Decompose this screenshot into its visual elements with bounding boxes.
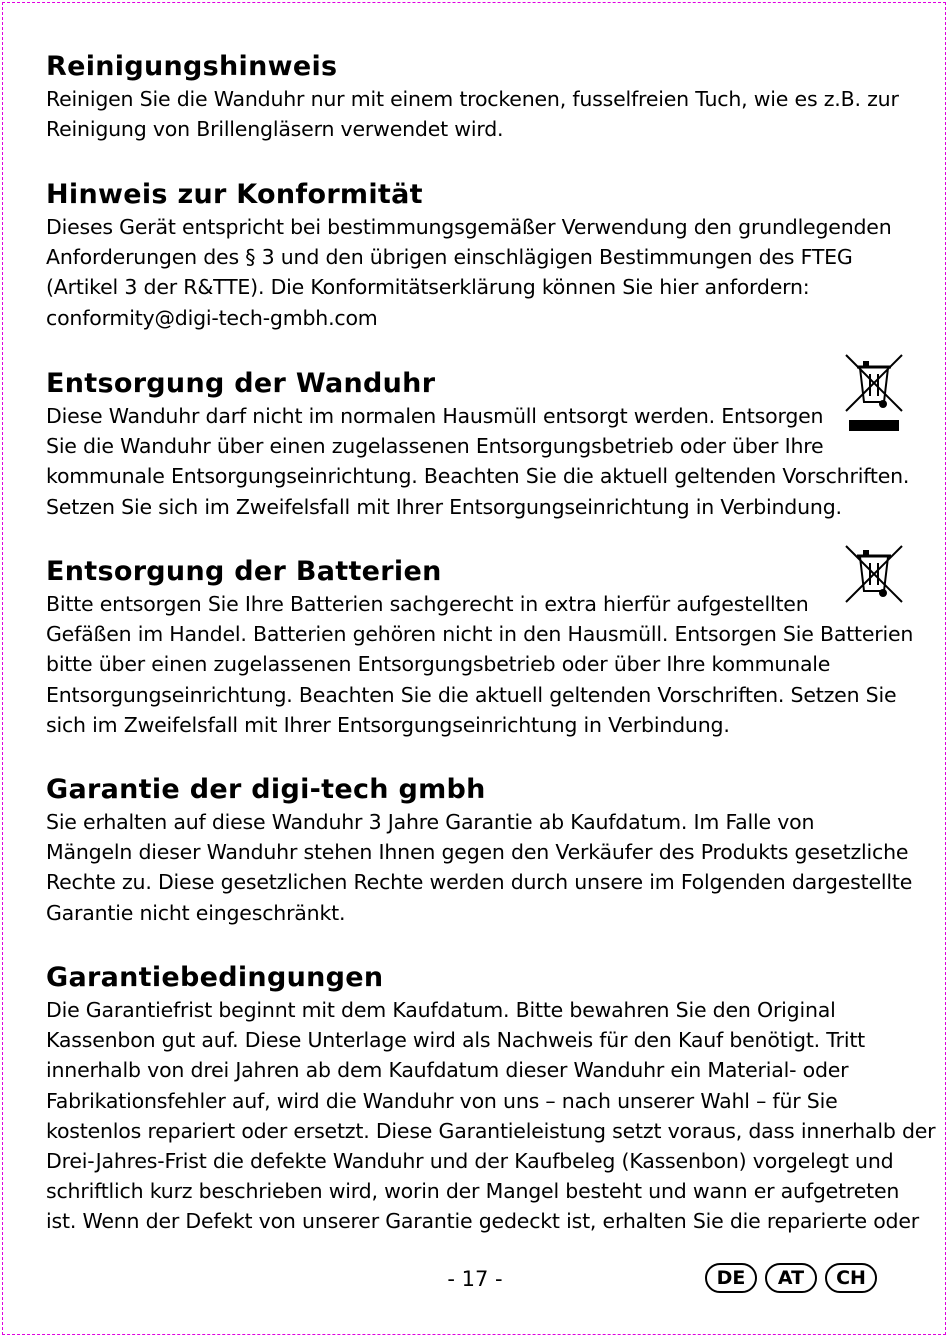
text-line: sich im Zweifelsfall mit Ihrer Entsorgungseinrichtung in Verbindung. bbox=[46, 712, 730, 737]
text-line: Die Garantiefrist beginnt mit dem Kaufdatum. Bitte bewahren Sie den Original bbox=[46, 998, 836, 1022]
text-line: Mängeln dieser Wanduhr stehen Ihnen gegen den Verkäufer des Produkts gesetzliche bbox=[46, 840, 909, 865]
section-warranty bbox=[46, 773, 913, 928]
page-number: - 17 - bbox=[447, 1267, 503, 1291]
section-cleaning bbox=[46, 50, 906, 144]
text-line: conformity@digi-tech-gmbh.com bbox=[46, 305, 378, 330]
section-disposal-batteries bbox=[46, 555, 914, 740]
text-line: Drei-Jahres-Frist die defekte Wanduhr und der Kaufbeleg (Kassenbon) vorgelegt und bbox=[46, 1149, 894, 1174]
text-line: Rechte zu. Diese gesetzlichen Rechte werden durch unsere im Folgenden dargestellte bbox=[46, 870, 913, 895]
heading-disposal-batteries: Entsorgung der Batterien bbox=[46, 556, 442, 587]
heading-warranty-conditions: Garantiebedingungen bbox=[46, 962, 384, 993]
text-line: Reinigung von Brillengläsern verwendet wird. bbox=[46, 117, 504, 142]
text-line: Garantie nicht eingeschränkt. bbox=[46, 900, 346, 925]
section-warranty-conditions bbox=[46, 961, 936, 1237]
text-line: Reinigen Sie die Wanduhr nur mit einem trockenen, fusselfreien Tuch, wie es z.B. zur bbox=[46, 87, 899, 111]
heading-disposal-clock: Entsorgung der Wanduhr bbox=[46, 368, 436, 399]
text-line: kommunale Entsorgungseinrichtung. Beachten Sie die aktuell geltenden Vorschriften. bbox=[46, 464, 910, 489]
text-line: bitte über einen zugelassenen Entsorgungsbetrieb oder über Ihre kommunale bbox=[46, 652, 831, 677]
text-line: Setzen Sie sich im Zweifelsfall mit Ihrer Entsorgungseinrichtung in Verbindung. bbox=[46, 494, 842, 519]
text-line: Diese Wanduhr darf nicht im normalen Hausmüll entsorgt werden. Entsorgen bbox=[46, 404, 824, 428]
heading-conformity: Hinweis zur Konformität bbox=[46, 179, 423, 210]
text-line: innerhalb von drei Jahren ab dem Kaufdatum dieser Wanduhr ein Material- oder bbox=[46, 1058, 849, 1083]
text-line: kostenlos repariert oder ersetzt. Diese Garantieleistung setzt voraus, dass innerhalb der bbox=[46, 1118, 936, 1143]
heading-cleaning: Reinigungshinweis bbox=[46, 51, 338, 82]
text-line: Sie die Wanduhr über einen zugelassenen Entsorgungsbetrieb oder über Ihre bbox=[46, 434, 824, 459]
text-line: Anforderungen des § 3 und den übrigen einschlägigen Bestimmungen des FTEG bbox=[46, 245, 853, 270]
text-line: schriftlich kurz beschrieben wird, worin der Mangel besteht und wann er aufgetreten bbox=[46, 1179, 900, 1204]
country-badges bbox=[705, 1263, 877, 1293]
section-conformity bbox=[46, 178, 906, 333]
text-line: ist. Wenn der Defekt von unserer Garantie gedeckt ist, erhalten Sie die reparierte oder bbox=[46, 1209, 919, 1234]
section-disposal-clock bbox=[46, 367, 910, 522]
country-badge-ch: CH bbox=[825, 1263, 877, 1293]
crossed-out-wheelie-bin-icon bbox=[843, 352, 905, 434]
country-badge-de: DE bbox=[705, 1263, 757, 1293]
text-line: Dieses Gerät entspricht bei bestimmungsgemäßer Verwendung den grundlegenden bbox=[46, 215, 892, 239]
text-line: Entsorgungseinrichtung. Beachten Sie die aktuell geltenden Vorschriften. Setzen Sie bbox=[46, 682, 897, 707]
text-line: Kassenbon gut auf. Diese Unterlage wird als Nachweis für den Kauf benötigt. Tritt bbox=[46, 1028, 866, 1053]
text-line: Gefäßen im Handel. Batterien gehören nicht in den Hausmüll. Entsorgen Sie Batterien bbox=[46, 622, 914, 647]
country-badge-at: AT bbox=[765, 1263, 817, 1293]
text-line: Sie erhalten auf diese Wanduhr 3 Jahre Garantie ab Kaufdatum. Im Falle von bbox=[46, 810, 815, 834]
heading-warranty: Garantie der digi-tech gmbh bbox=[46, 774, 486, 805]
text-line: (Artikel 3 der R&TTE). Die Konformitätserklärung können Sie hier anfordern: bbox=[46, 275, 810, 300]
text-line: Fabrikationsfehler auf, wird die Wanduhr von uns – nach unserer Wahl – für Sie bbox=[46, 1088, 838, 1113]
text-line: Bitte entsorgen Sie Ihre Batterien sachgerecht in extra hierfür aufgestellten bbox=[46, 592, 809, 616]
crossed-out-wheelie-bin-icon bbox=[843, 543, 905, 605]
